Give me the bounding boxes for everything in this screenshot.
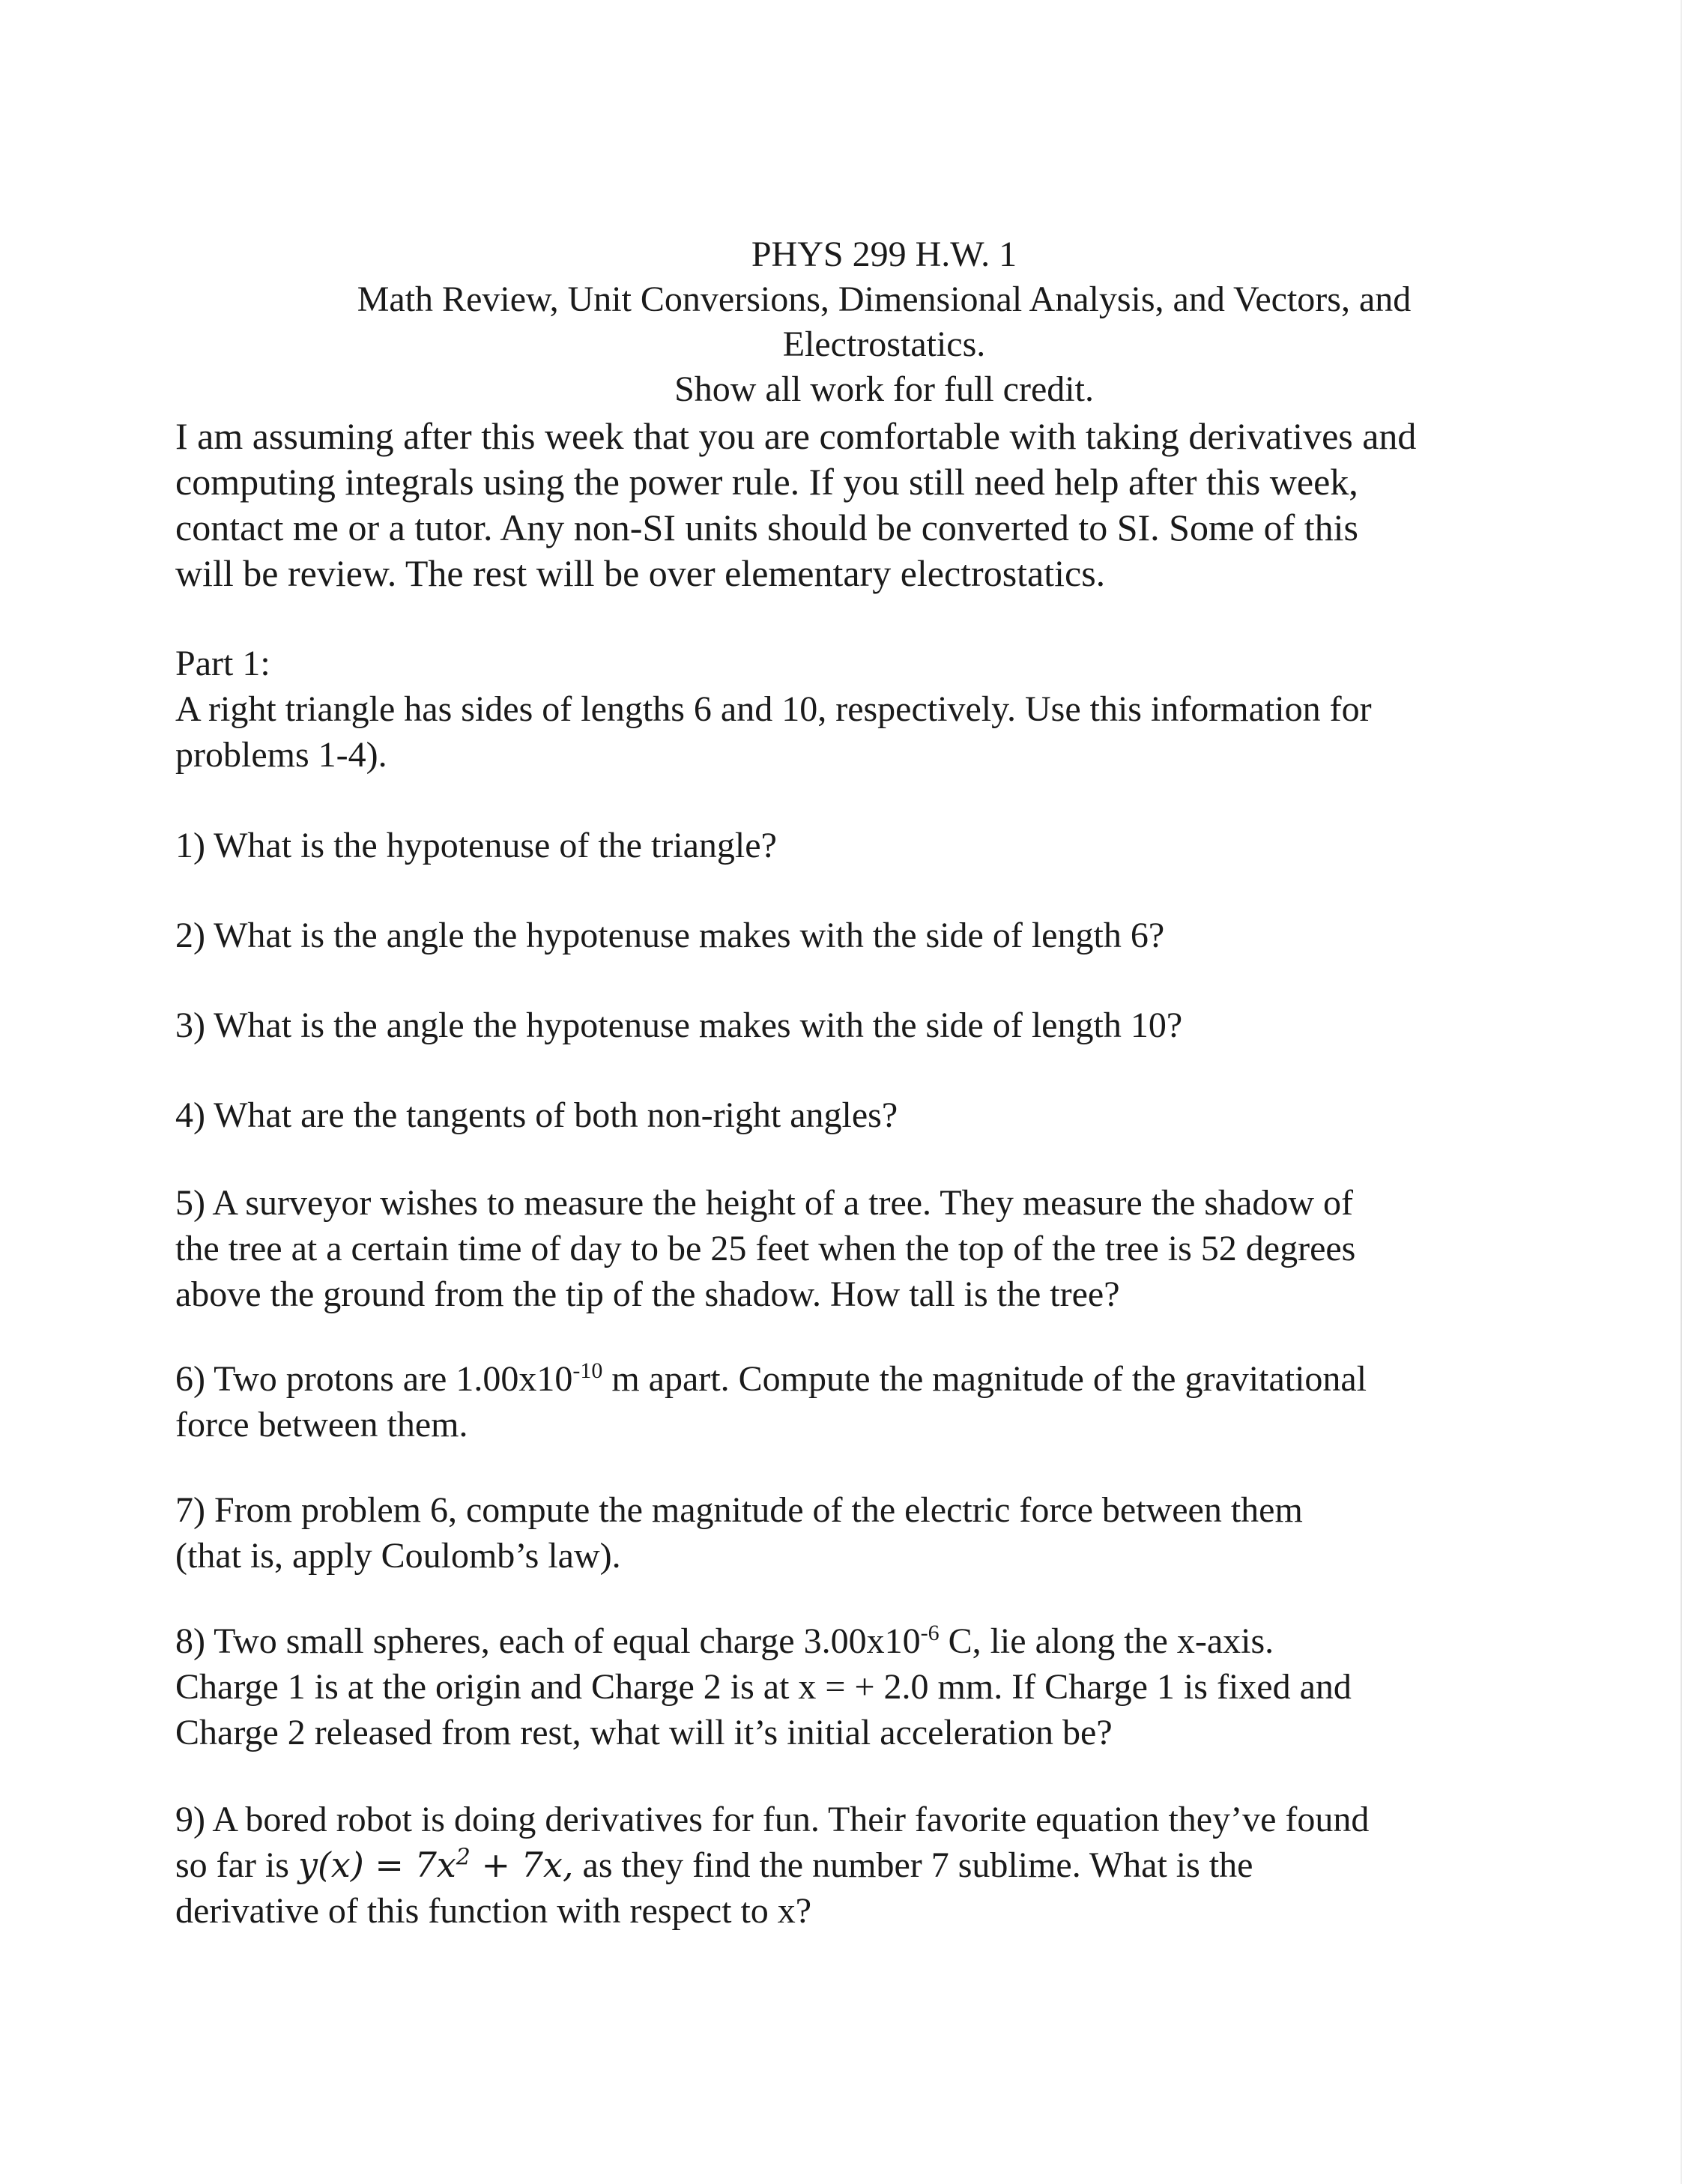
problem-text: 9) A bored robot is doing derivatives for fun. Their favorite equation they’ve found [175, 1800, 1370, 1839]
problem-5 [175, 1180, 1524, 1317]
problem-text: Charge 2 released from rest, what will it’s initial acceleration be? [175, 1713, 1113, 1752]
part-intro-line: problems 1-4). [175, 735, 387, 775]
part-heading: Part 1: [175, 644, 270, 683]
part-1-section [175, 641, 1524, 778]
equation [298, 1845, 574, 1885]
problem-text: the tree at a certain time of day to be 25 feet when the top of the tree is 52 degrees [175, 1229, 1356, 1268]
problem-text: 2) What is the angle the hypotenuse makes with the side of length 6? [175, 916, 1165, 955]
subtitle-line-2: Electrostatics. [782, 324, 986, 364]
problem-text: (that is, apply Coulomb’s law). [175, 1536, 621, 1576]
document-header [285, 232, 1483, 412]
problem-1 [175, 823, 1524, 868]
problem-text: 3) What is the angle the hypotenuse makes with the side of length 10? [175, 1005, 1183, 1045]
equation-rhs: + 7x, [470, 1845, 574, 1885]
problem-7 [175, 1487, 1524, 1579]
equation-exponent: 2 [456, 1844, 471, 1871]
intro-line: I am assuming after this week that you are comfortable with taking derivatives and [175, 415, 1417, 457]
problem-text [175, 1842, 1524, 1888]
problem-9 [175, 1797, 1524, 1934]
problem-6 [175, 1356, 1524, 1448]
problem-text: 1) What is the hypotenuse of the triangle? [175, 826, 777, 865]
problem-text: 4) What are the tangents of both non-right angles? [175, 1095, 898, 1135]
problem-8 [175, 1618, 1524, 1755]
problem-2 [175, 913, 1524, 958]
intro-line: contact me or a tutor. Any non-SI units should be converted to SI. Some of this [175, 506, 1358, 548]
problem-text: above the ground from the tip of the shadow. How tall is the tree? [175, 1274, 1120, 1314]
problem-8-text-a: 8) Two small spheres, each of equal charge 3.00x10 [175, 1621, 921, 1661]
part-intro-line: A right triangle has sides of lengths 6 and 10, respectively. Use this information for [175, 689, 1372, 729]
intro-line: computing integrals using the power rule. If you still need help after this week, [175, 461, 1358, 503]
problem-6-text-b: m apart. Compute the magnitude of the gravitational [602, 1359, 1367, 1399]
scan-edge-line [1681, 0, 1682, 2184]
problem-text [175, 1356, 1524, 1402]
problem-text: 7) From problem 6, compute the magnitude of the electric force between them [175, 1490, 1303, 1530]
problem-text: Charge 1 is at the origin and Charge 2 is at x = + 2.0 mm. If Charge 1 is fixed and [175, 1667, 1352, 1707]
instruction: Show all work for full credit. [674, 369, 1094, 409]
problem-9-text-b: as they find the number 7 sublime. What is the [573, 1845, 1253, 1885]
problem-6-text-a: 6) Two protons are 1.00x10 [175, 1359, 573, 1399]
exponent: -6 [920, 1621, 940, 1645]
intro-line: will be review. The rest will be over elementary electrostatics. [175, 552, 1106, 594]
problem-8-text-b: C, lie along the x-axis. [939, 1621, 1274, 1661]
page-title: PHYS 299 H.W. 1 [751, 235, 1017, 274]
problem-4 [175, 1092, 1524, 1138]
problem-text [175, 1618, 1524, 1664]
exponent: -10 [572, 1358, 603, 1383]
problem-text: 5) A surveyor wishes to measure the height of a tree. They measure the shadow of [175, 1183, 1353, 1223]
problem-text: derivative of this function with respect to x? [175, 1891, 812, 1931]
problem-9-text-a: so far is [175, 1845, 298, 1885]
problem-3 [175, 1002, 1524, 1048]
intro-paragraph [175, 414, 1509, 596]
subtitle-line-1: Math Review, Unit Conversions, Dimensional Analysis, and Vectors, and [357, 279, 1412, 319]
problem-text: force between them. [175, 1405, 468, 1445]
equation-lhs: y(x) = 7x [297, 1845, 456, 1885]
